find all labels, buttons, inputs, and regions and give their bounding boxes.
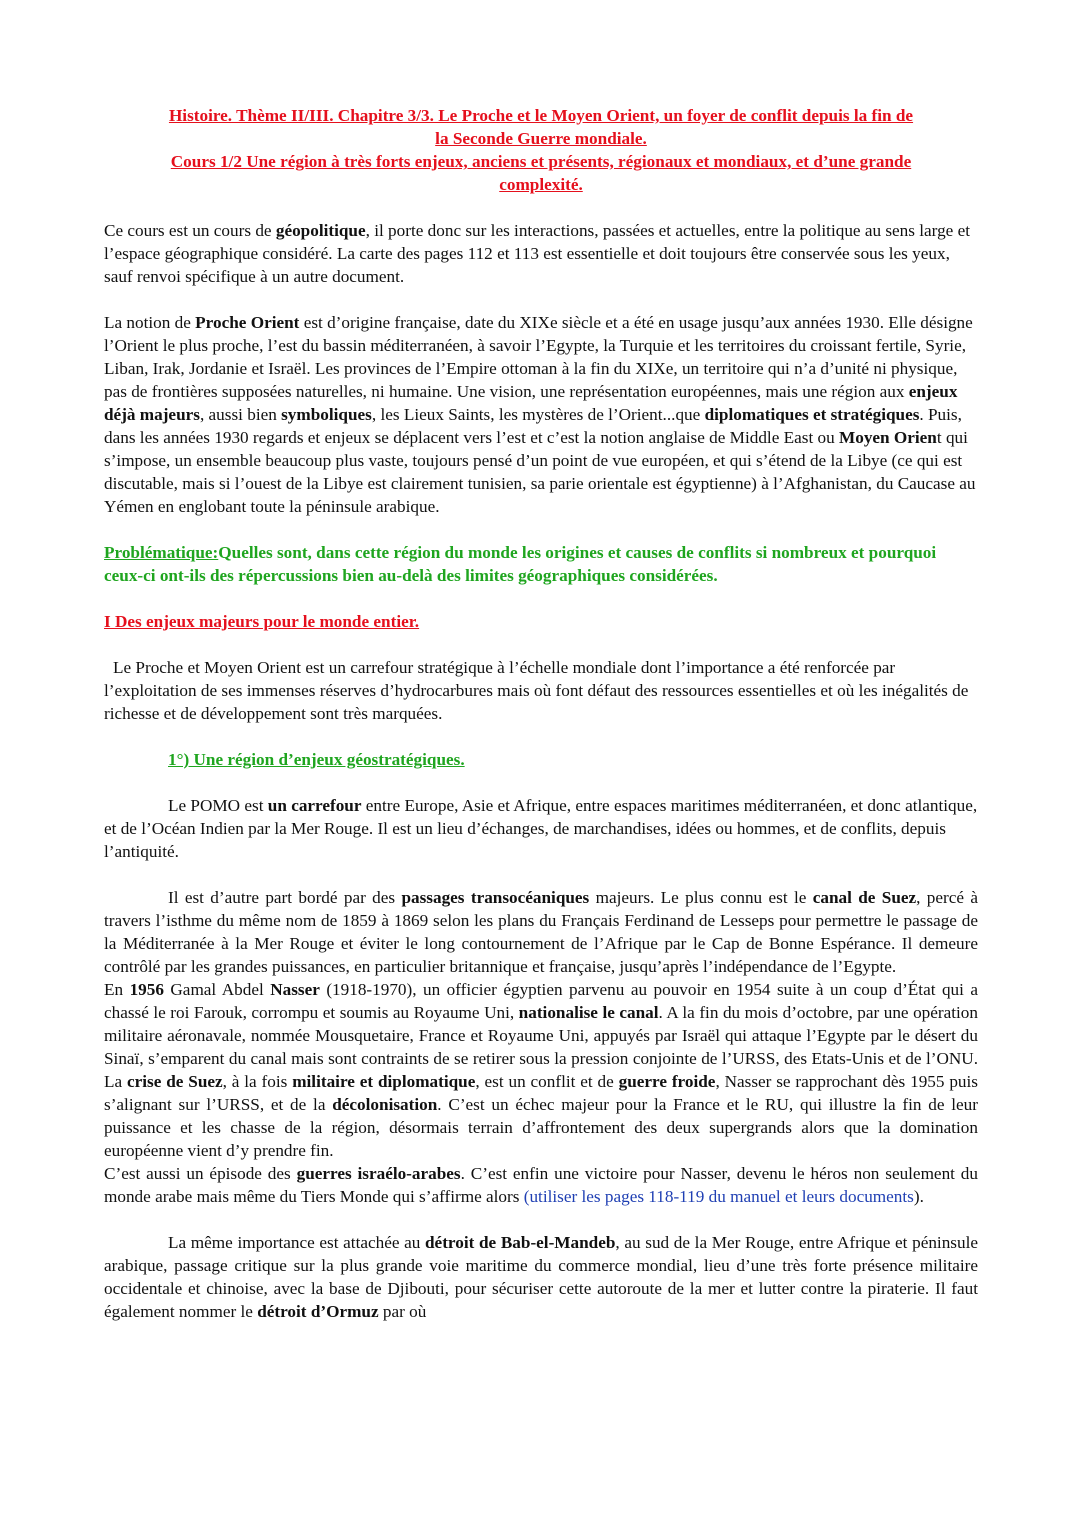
course-title-line-1: Cours 1/2 Une région à très forts enjeux, anciens et présents, régionaux et mondiaux, et d’une grande <box>170 152 912 171</box>
suez-paragraph: Il est d’autre part bordé par des passages transocéaniques majeurs. Le plus connu est le canal de Suez, percé à travers l’isthme du même nom de 1859 à 1869 selon les plans du Français Ferdinand de Lesseps pour permettre le passage de la Méditerranée à la Mer Rouge et éviter le long contournement de l’Afrique par le Cap de Bonne Espérance. Il demeure contrôlé par les grandes puissances, en particulier britannique et française, jusqu’après l’indépendance de l’Egypte. <box>104 888 978 976</box>
problematique-label: Problématique: <box>104 543 219 562</box>
section-1-heading: I Des enjeux majeurs pour le monde entier. <box>104 612 420 631</box>
problematique <box>104 541 978 587</box>
carrefour-paragraph: Le POMO est un carrefour entre Europe, Asie et Afrique, entre espaces maritimes méditerranéen, et donc atlantique, et de l’Océan Indien par la Mer Rouge. Il est un lieu d’échanges, de marchandises, idées ou hommes, et de conflits, depuis l’antiquité. <box>104 796 978 861</box>
detroits-paragraph: La même importance est attachée au détroit de Bab-el-Mandeb, au sud de la Mer Rouge, entre Afrique et péninsule arabique, passage critique sur la plus grande voie maritime du commerce mondial, lieu d’une très forte présence militaire occidentale et chinoise, avec la base de Djibouti, pour sécuriser cette autoroute de la mer et lutter contre la piraterie. Il faut également nommer le détroit d’Ormuz par où <box>104 1233 978 1321</box>
intro-paragraph-2: La notion de Proche Orient est d’origine française, date du XIXe siècle et a été en usage jusqu’aux années 1930. Elle désigne l’Orient le plus proche, l’est du bassin méditerranéen, à savoir l’Egypte, la Turquie et les territoires du croissant fertile, Syrie, Liban, Irak, Jordanie et Israël. Les provinces de l’Empire ottoman à la fin du XIXe, un territoire qui n’a d’unité ni physique, pas de frontières supposées naturelles, ni humaine. Une vision, une représentation européennes, mais une région aux enjeux déjà majeurs, aussi bien symboliques, les Lieux Saints, les mystères de l’Orient...que diplomatiques et stratégiques. Puis, dans les années 1930 regards et enjeux se déplacent vers l’est et c’est la notion anglaise de Middle East ou Moyen Orient qui s’impose, un ensemble beaucoup plus vaste, toujours pensé d’un point de vue européen, et qui s’étend de la Libye (ce qui est discutable, mais si l’ouest de la Libye est clairement tunisien, sa parie orientale est égyptienne) à l’Afghanistan, du Caucase au Yémen en englobant toute la péninsule arabique. <box>104 313 976 516</box>
problematique-text: Quelles sont, dans cette région du monde les origines et causes de conflits si nombreux et pourquoi ceux-ci ont-ils des répercussions bien au-delà des limites géographiques considérées. <box>104 543 937 585</box>
nasser-paragraph: En 1956 Gamal Abdel Nasser (1918-1970), un officier égyptien parvenu au pouvoir en 1954 suite à un coup d’État qui a chassé le roi Farouk, corrompu et soumis au Royaume Uni, nationalise le canal. A la fin du mois d’octobre, par une opération militaire aéronavale, nommée Mousquetaire, France et Royaume Uni, appuyés par Israël qui attaque l’Egypte par le désert du Sinaï, s’emparent du canal mais sont contraints de se retirer sous la pression conjointe de l’URSS, des Etats-Unis et de l’ONU. La crise de Suez, à la fois militaire et diplomatique, est un conflit et de guerre froide, Nasser se rapprochant dès 1955 puis s’alignant sur l’URSS, et de la décolonisation. C’est un échec majeur pour la France et le RU, qui illustre la fin de leur puissance et les chasse de la région, désormais terrain d’affrontement des deux supergrands alors que la domination européenne vient d’y prendre fin. <box>104 980 979 1160</box>
document-page <box>104 104 978 1323</box>
israelo-arabes-paragraph: C’est aussi un épisode des guerres israélo-arabes. C’est enfin une victoire pour Nasser, devenu le héros non seulement du monde arabe mais même du Tiers Monde qui s’affirme alors (utiliser les pages 118-119 du manuel et leurs documents). <box>104 1164 978 1206</box>
subsection-1-heading: 1°) Une région d’enjeux géostratégiques. <box>168 750 465 769</box>
document-title-line-2: la Seconde Guerre mondiale. <box>435 129 647 148</box>
intro-paragraph-1: Ce cours est un cours de géopolitique, il porte donc sur les interactions, passées et actuelles, entre la politique au sens large et l’espace géographique considéré. La carte des pages 112 et 113 est essentielle et doit toujours être conservée sous les yeux, sauf renvoi spécifique à un autre document. <box>104 221 970 286</box>
section-1-intro: Le Proche et Moyen Orient est un carrefour stratégique à l’échelle mondiale dont l’importance a été renforcée par l’exploitation de ses immenses réserves d’hydrocarbures mais où font défaut des ressources essentielles et où les inégalités de richesse et de développement sont très marquées. <box>104 658 969 723</box>
course-title-line-2: complexité. <box>499 175 583 194</box>
document-title-line-1: Histoire. Thème II/III. Chapitre 3/3. Le Proche et le Moyen Orient, un foyer de conflit depuis la fin de <box>168 106 914 125</box>
manual-reference: (utiliser les pages 118-119 du manuel et leurs documents <box>523 1187 914 1206</box>
